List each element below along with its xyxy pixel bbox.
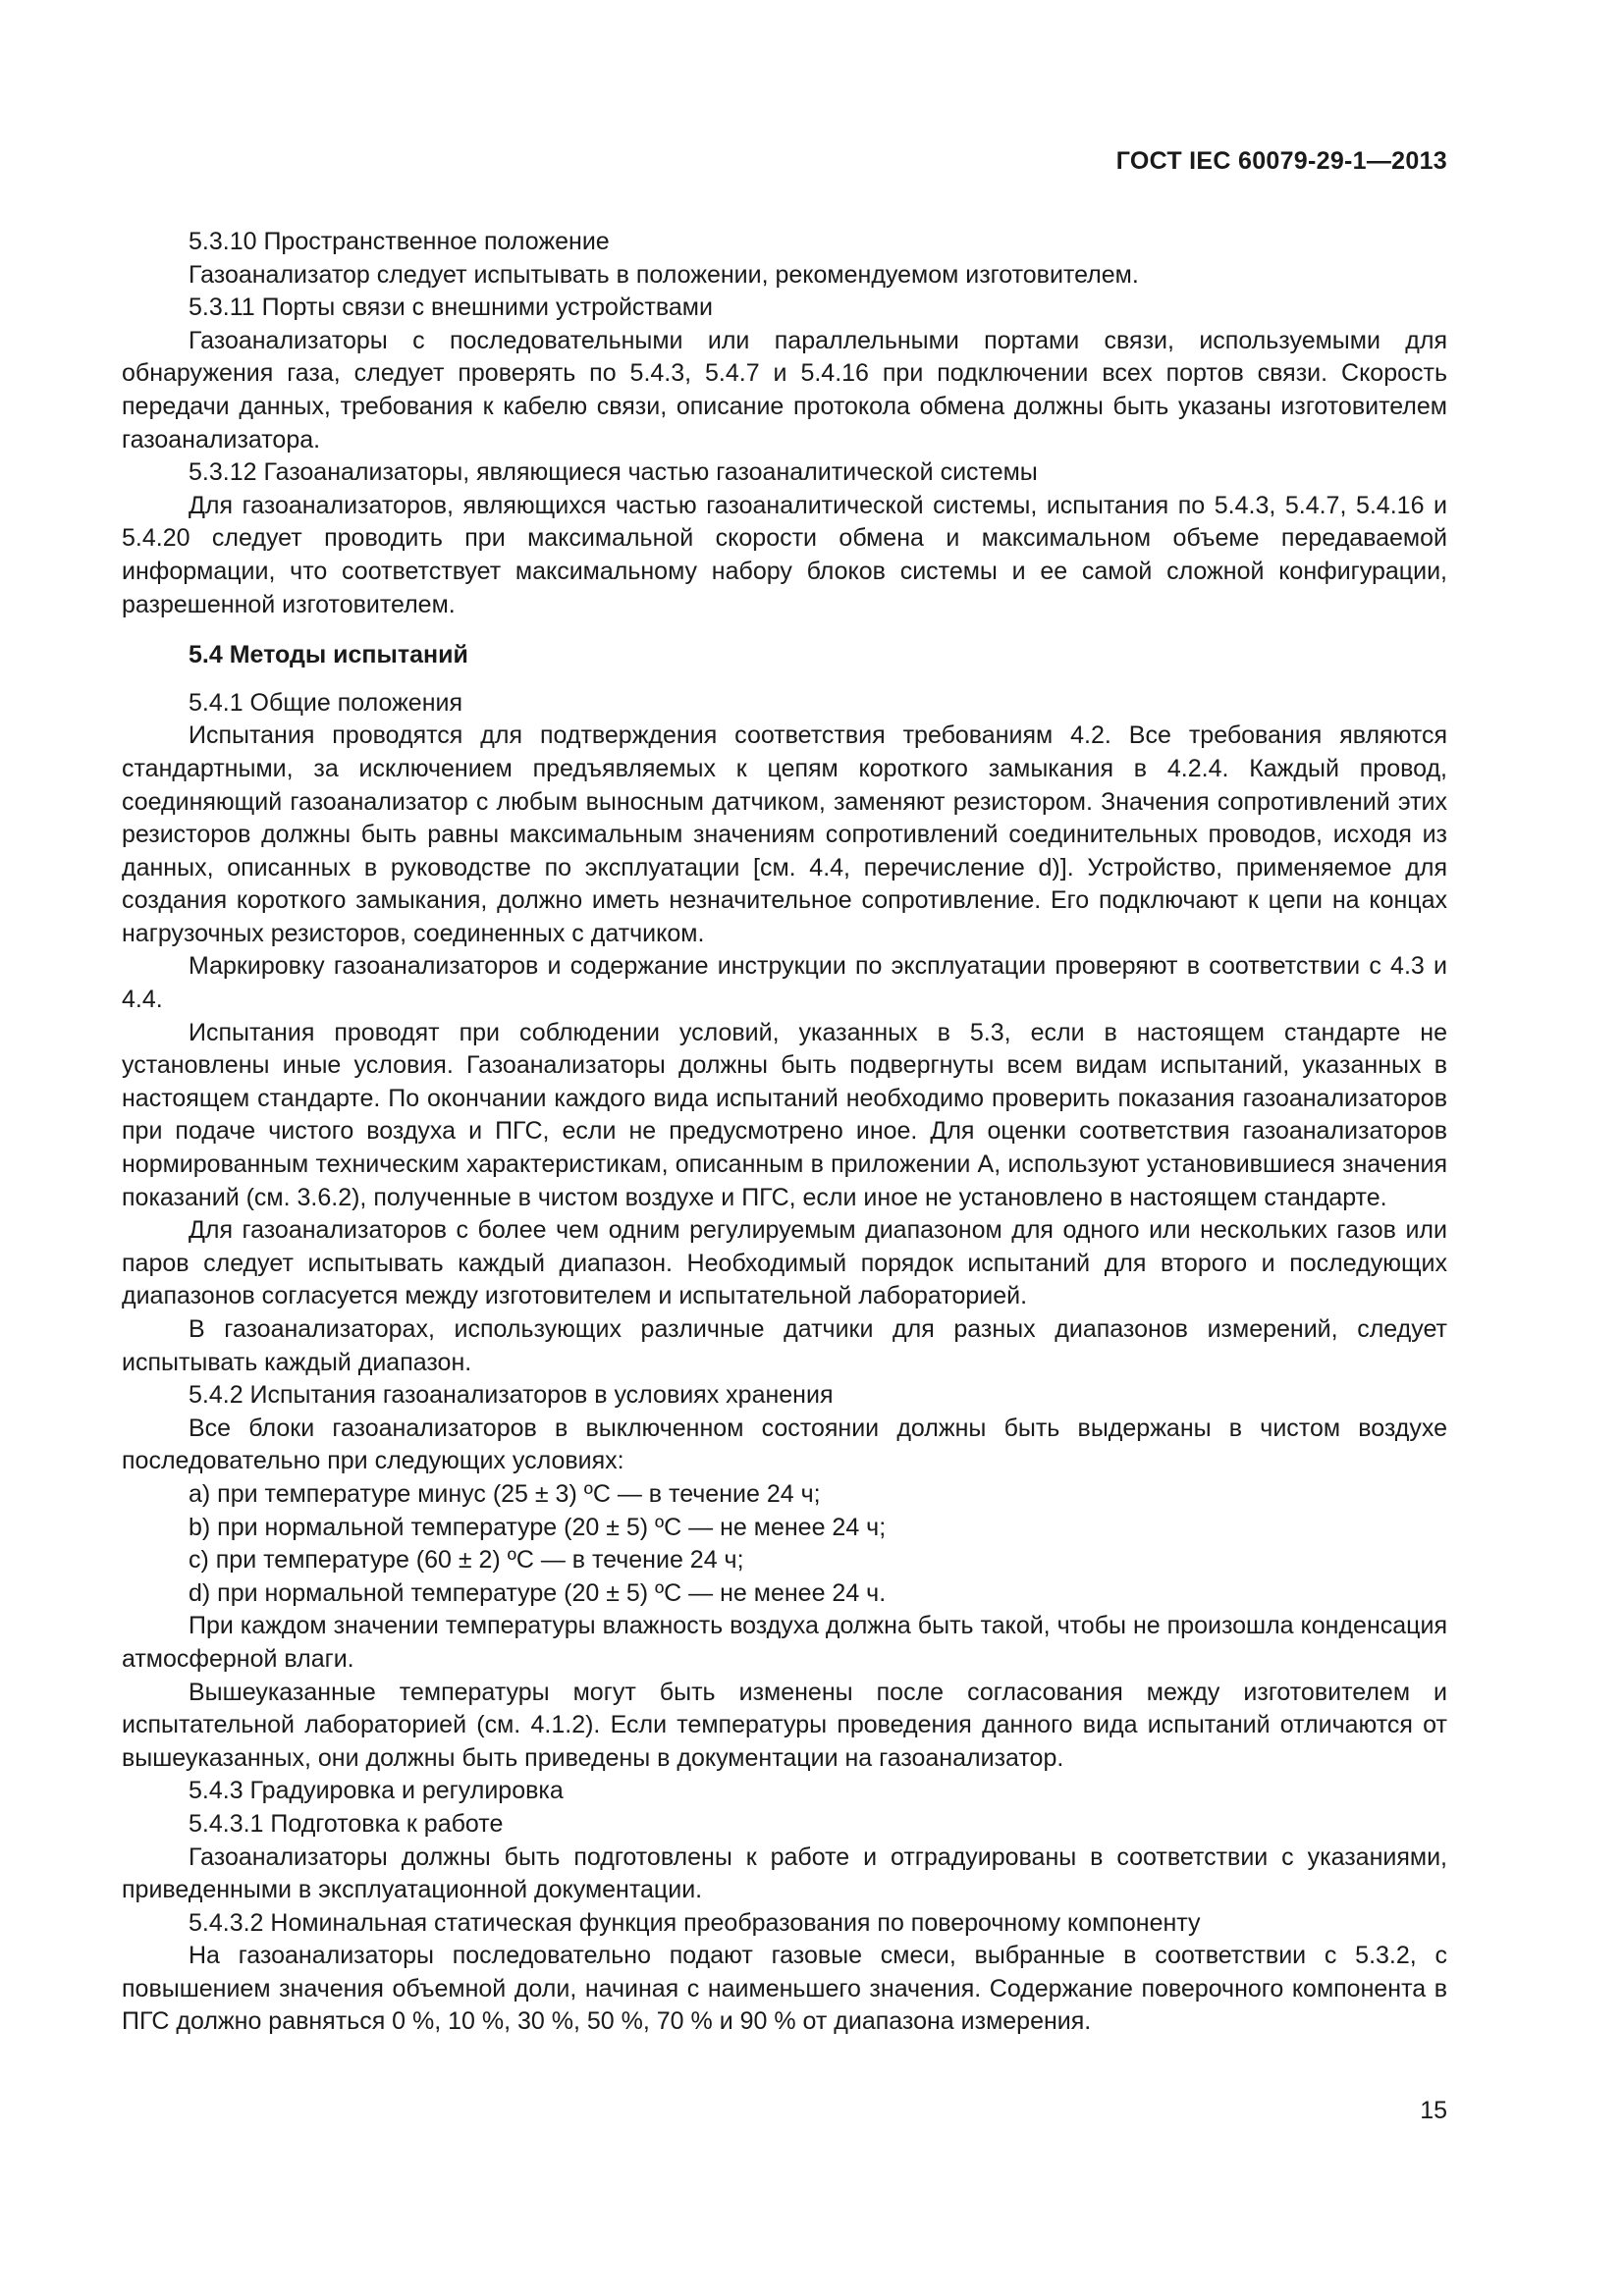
paragraph: Вышеуказанные температуры могут быть изменены после согласования между изготовителем и испытательной лабораторией (см. 4.1.2). Если температуры проведения данного вида испытаний отличаются от вышеуказанных, они должны быть приведены в документации на газоанализатор. bbox=[122, 1678, 1447, 1772]
paragraph: Для газоанализаторов, являющихся частью газоаналитической системы, испытания по 5.4.3, 5.4.7, 5.4.16 и 5.4.20 следует проводить при максимальной скорости обмена и максимальном объеме передаваемой информации, что соответствует максимальному набору блоков системы и ее самой сложной конфигурации, разрешенной изготовителем. bbox=[122, 491, 1447, 618]
heading-5-4-3: 5.4.3 Градуировка и регулировка bbox=[189, 1777, 564, 1805]
paragraph: Испытания проводят при соблюдении условий, указанных в 5.3, если в настоящем стандарте не установлены иные условия. Газоанализаторы должны быть подвергнуты всем видам испытаний, указанных в настоящем стандарте. По окончании каждого вида испытаний необходимо проверить показания газоанализаторов при подаче чистого воздуха и ПГС, если не предусмотрено иное. Для оценки соответствия газоанализаторов нормированным техническим характеристикам, описанным в приложении А, используют установившиеся значения показаний (см. 3.6.2), полученные в чистом воздухе и ПГС, если иное не установлено в настоящем стандарте. bbox=[122, 1018, 1447, 1211]
paragraph: Маркировку газоанализаторов и содержание инструкции по эксплуатации проверяют в соответствии с 4.3 и 4.4. bbox=[122, 952, 1447, 1014]
heading-5-3-10: 5.3.10 Пространственное положение bbox=[189, 228, 610, 255]
list-item-d: d) при нормальной температуре (20 ± 5) ºС — не менее 24 ч. bbox=[189, 1578, 887, 1607]
heading-5-4-3-2: 5.4.3.2 Номинальная статическая функция преобразования по поверочному компоненту bbox=[189, 1908, 1201, 1937]
paragraph: Для газоанализаторов с более чем одним регулируемым диапазоном для одного или нескольких газов или паров следует испытывать каждый диапазон. Необходимый порядок испытаний для второго и последующих диапазонов согласуется между изготовителем и испытательной лабораторией. bbox=[122, 1216, 1447, 1310]
list-item-c: c) при температуре (60 ± 2) ºС — в течение 24 ч; bbox=[189, 1546, 744, 1575]
paragraph: При каждом значении температуры влажность воздуха должна быть такой, чтобы не произошла конденсация атмосферной влаги. bbox=[122, 1612, 1447, 1673]
paragraph: Газоанализатор следует испытывать в положении, рекомендуемом изготовителем. bbox=[189, 260, 1139, 289]
heading-5-4-2: 5.4.2 Испытания газоанализаторов в условиях хранения bbox=[189, 1381, 834, 1410]
heading-5-3-11: 5.3.11 Порты связи с внешними устройствами bbox=[189, 294, 713, 322]
heading-5-4-3-1: 5.4.3.1 Подготовка к работе bbox=[189, 1809, 504, 1838]
document-code-header: ГОСТ IEC 60079-29-1—2013 bbox=[1115, 147, 1447, 175]
heading-5-3-12: 5.3.12 Газоанализаторы, являющиеся частью газоаналитической системы bbox=[189, 458, 1038, 487]
paragraph: Все блоки газоанализаторов в выключенном состоянии должны быть выдержаны в чистом воздухе последовательно при следующих условиях: bbox=[122, 1414, 1447, 1475]
list-item-a: a) при температуре минус (25 ± 3) ºС — в течение 24 ч; bbox=[189, 1479, 821, 1508]
paragraph: Газоанализаторы должны быть подготовлены к работе и отградуированы в соответствии с указаниями, приведенными в эксплуатационной документации. bbox=[122, 1842, 1447, 1904]
list-item-b: b) при нормальной температуре (20 ± 5) ºС — не менее 24 ч; bbox=[189, 1513, 887, 1541]
paragraph: В газоанализаторах, использующих различные датчики для разных диапазонов измерений, следует испытывать каждый диапазон. bbox=[122, 1315, 1447, 1376]
section-heading-5-4: 5.4 Методы испытаний bbox=[189, 641, 468, 669]
document-body bbox=[122, 226, 1447, 2039]
paragraph: На газоанализаторы последовательно подают газовые смеси, выбранные в соответствии с 5.3.2, с повышением значения объемной доли, начиная с наименьшего значения. Содержание поверочного компонента в ПГС должно равняться 0 %, 10 %, 30 %, 50 %, 70 % и 90 % от диапазона измерения. bbox=[122, 1942, 1447, 2036]
paragraph: Газоанализаторы с последовательными или параллельными портами связи, используемыми для обнаружения газа, следует проверять по 5.4.3, 5.4.7 и 5.4.16 при подключении всех портов связи. Скорость передачи данных, требования к кабелю связи, описание протокола обмена должны быть указаны изготовителем газоанализатора. bbox=[122, 326, 1447, 454]
heading-5-4-1: 5.4.1 Общие положения bbox=[189, 688, 463, 717]
paragraph: Испытания проводятся для подтверждения соответствия требованиям 4.2. Все требования являются стандартными, за исключением предъявляемых к цепям короткого замыкания в 4.2.4. Каждый провод, соединяющий газоанализатор с любым выносным датчиком, заменяют резистором. Значения сопротивлений этих резисторов должны быть равны максимальным значениям сопротивлений соединительных проводов, исходя из данных, описанных в руководстве по эксплуатации [см. 4.4, перечисление d)]. Устройство, применяемое для создания короткого замыкания, должно иметь незначительное сопротивление. Его подключают к цепи на концах нагрузочных резисторов, соединенных с датчиком. bbox=[122, 721, 1447, 947]
page-number: 15 bbox=[1420, 2097, 1447, 2124]
